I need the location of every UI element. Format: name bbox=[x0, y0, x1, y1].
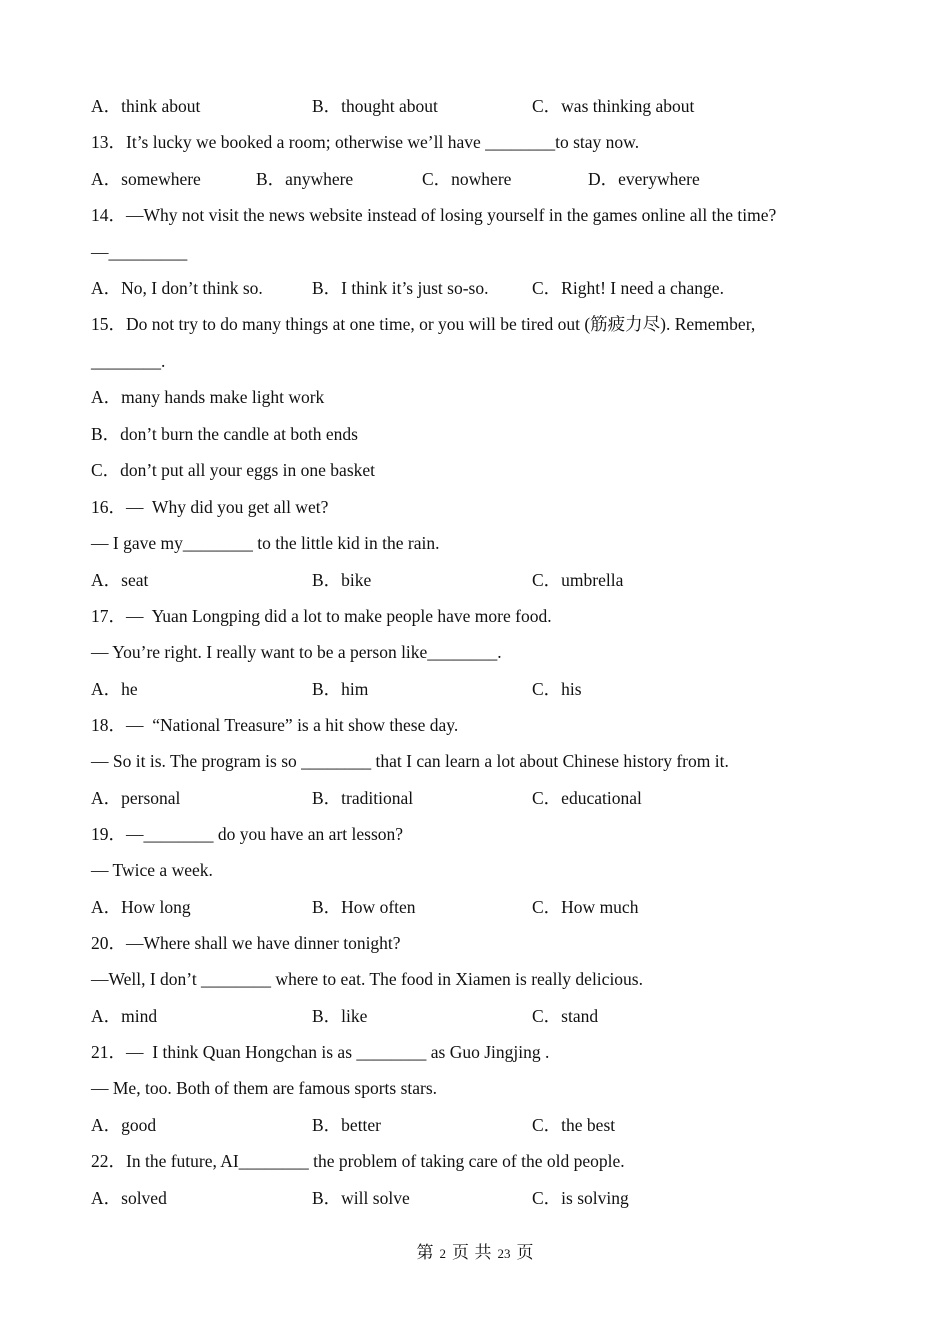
q16-option-a: A．seat bbox=[91, 570, 149, 590]
q21-options bbox=[91, 1114, 851, 1136]
q19-option-b: B．How often bbox=[312, 897, 416, 917]
q17-option-a: A．he bbox=[91, 679, 138, 699]
q15-stem-continued: ________. bbox=[91, 351, 166, 371]
q17-option-b: B．him bbox=[312, 679, 369, 699]
q15-option-c: C．don’t put all your eggs in one basket bbox=[91, 460, 376, 480]
current-page-number: 2 bbox=[439, 1246, 447, 1261]
q18-option-b: B．traditional bbox=[312, 788, 414, 808]
q12-option-b: B．thought about bbox=[312, 96, 438, 116]
q15-stem: 15．Do not try to do many things at one time, or you will be tired out (筋疲力尽). Remember, bbox=[91, 314, 756, 334]
q16-options bbox=[91, 569, 851, 591]
q17-options bbox=[91, 678, 851, 700]
q19-option-c: C．How much bbox=[532, 897, 639, 917]
q19-option-a: A．How long bbox=[91, 897, 191, 917]
q22-option-c: C．is solving bbox=[532, 1188, 629, 1208]
q18-options bbox=[91, 787, 851, 809]
q21-option-a: A．good bbox=[91, 1115, 157, 1135]
q18-option-a: A．personal bbox=[91, 788, 181, 808]
q14-option-b: B．I think it’s just so-so. bbox=[312, 278, 489, 298]
footer-prefix: 第 bbox=[416, 1243, 434, 1263]
q16-option-c: C．umbrella bbox=[532, 570, 624, 590]
q18-stem: 18．— “National Treasure” is a hit show these day. bbox=[91, 715, 459, 735]
q13-stem: 13．It’s lucky we booked a room; otherwise we’ll have ________to stay now. bbox=[91, 132, 640, 152]
q20-reply: —Well, I don’t ________ where to eat. The food in Xiamen is really delicious. bbox=[91, 969, 643, 989]
q13-option-a: A．somewhere bbox=[91, 169, 201, 189]
q22-option-b: B．will solve bbox=[312, 1188, 410, 1208]
q14-stem: 14．—Why not visit the news website instead of losing yourself in the games online all the time? bbox=[91, 205, 777, 225]
q20-option-b: B．like bbox=[312, 1006, 368, 1026]
q13-option-d: D．everywhere bbox=[588, 169, 700, 189]
q20-stem: 20．—Where shall we have dinner tonight? bbox=[91, 933, 401, 953]
q21-stem: 21．— I think Quan Hongchan is as ________ as Guo Jingjing . bbox=[91, 1042, 550, 1062]
q16-reply: — I gave my________ to the little kid in the rain. bbox=[91, 533, 440, 553]
q17-stem: 17．— Yuan Longping did a lot to make people have more food. bbox=[91, 606, 552, 626]
footer-middle: 页 共 bbox=[452, 1243, 492, 1263]
q12-options bbox=[91, 95, 851, 117]
total-page-count: 23 bbox=[497, 1246, 511, 1261]
q15-option-a: A．many hands make light work bbox=[91, 387, 325, 407]
q20-option-c: C．stand bbox=[532, 1006, 599, 1026]
q19-stem: 19．—________ do you have an art lesson? bbox=[91, 824, 404, 844]
q12-option-c: C．was thinking about bbox=[532, 96, 695, 116]
q19-options bbox=[91, 896, 851, 918]
q20-option-a: A．mind bbox=[91, 1006, 158, 1026]
q21-reply: — Me, too. Both of them are famous sports stars. bbox=[91, 1078, 438, 1098]
q14-option-c: C．Right! I need a change. bbox=[532, 278, 724, 298]
q14-reply: —_________ bbox=[91, 242, 188, 262]
q13-option-c: C．nowhere bbox=[422, 169, 512, 189]
q22-option-a: A．solved bbox=[91, 1188, 167, 1208]
q14-options bbox=[91, 277, 851, 299]
q21-option-b: B．better bbox=[312, 1115, 382, 1135]
q19-reply: — Twice a week. bbox=[91, 860, 213, 880]
q18-reply: — So it is. The program is so ________ that I can learn a lot about Chinese history from it. bbox=[91, 751, 729, 771]
q13-options bbox=[91, 168, 851, 190]
q12-option-a: A．think about bbox=[91, 96, 201, 116]
q14-option-a: A．No, I don’t think so. bbox=[91, 278, 263, 298]
q16-option-b: B．bike bbox=[312, 570, 372, 590]
q17-option-c: C．his bbox=[532, 679, 582, 699]
page-footer bbox=[0, 1242, 950, 1265]
q13-option-b: B．anywhere bbox=[256, 169, 354, 189]
q21-option-c: C．the best bbox=[532, 1115, 616, 1135]
q20-options bbox=[91, 1005, 851, 1027]
q22-stem: 22．In the future, AI________ the problem of taking care of the old people. bbox=[91, 1151, 625, 1171]
q18-option-c: C．educational bbox=[532, 788, 642, 808]
q15-option-b: B．don’t burn the candle at both ends bbox=[91, 424, 358, 444]
footer-suffix: 页 bbox=[516, 1243, 534, 1263]
q22-options bbox=[91, 1187, 851, 1209]
q17-reply: — You’re right. I really want to be a person like________. bbox=[91, 642, 502, 662]
q16-stem: 16．— Why did you get all wet? bbox=[91, 497, 329, 517]
